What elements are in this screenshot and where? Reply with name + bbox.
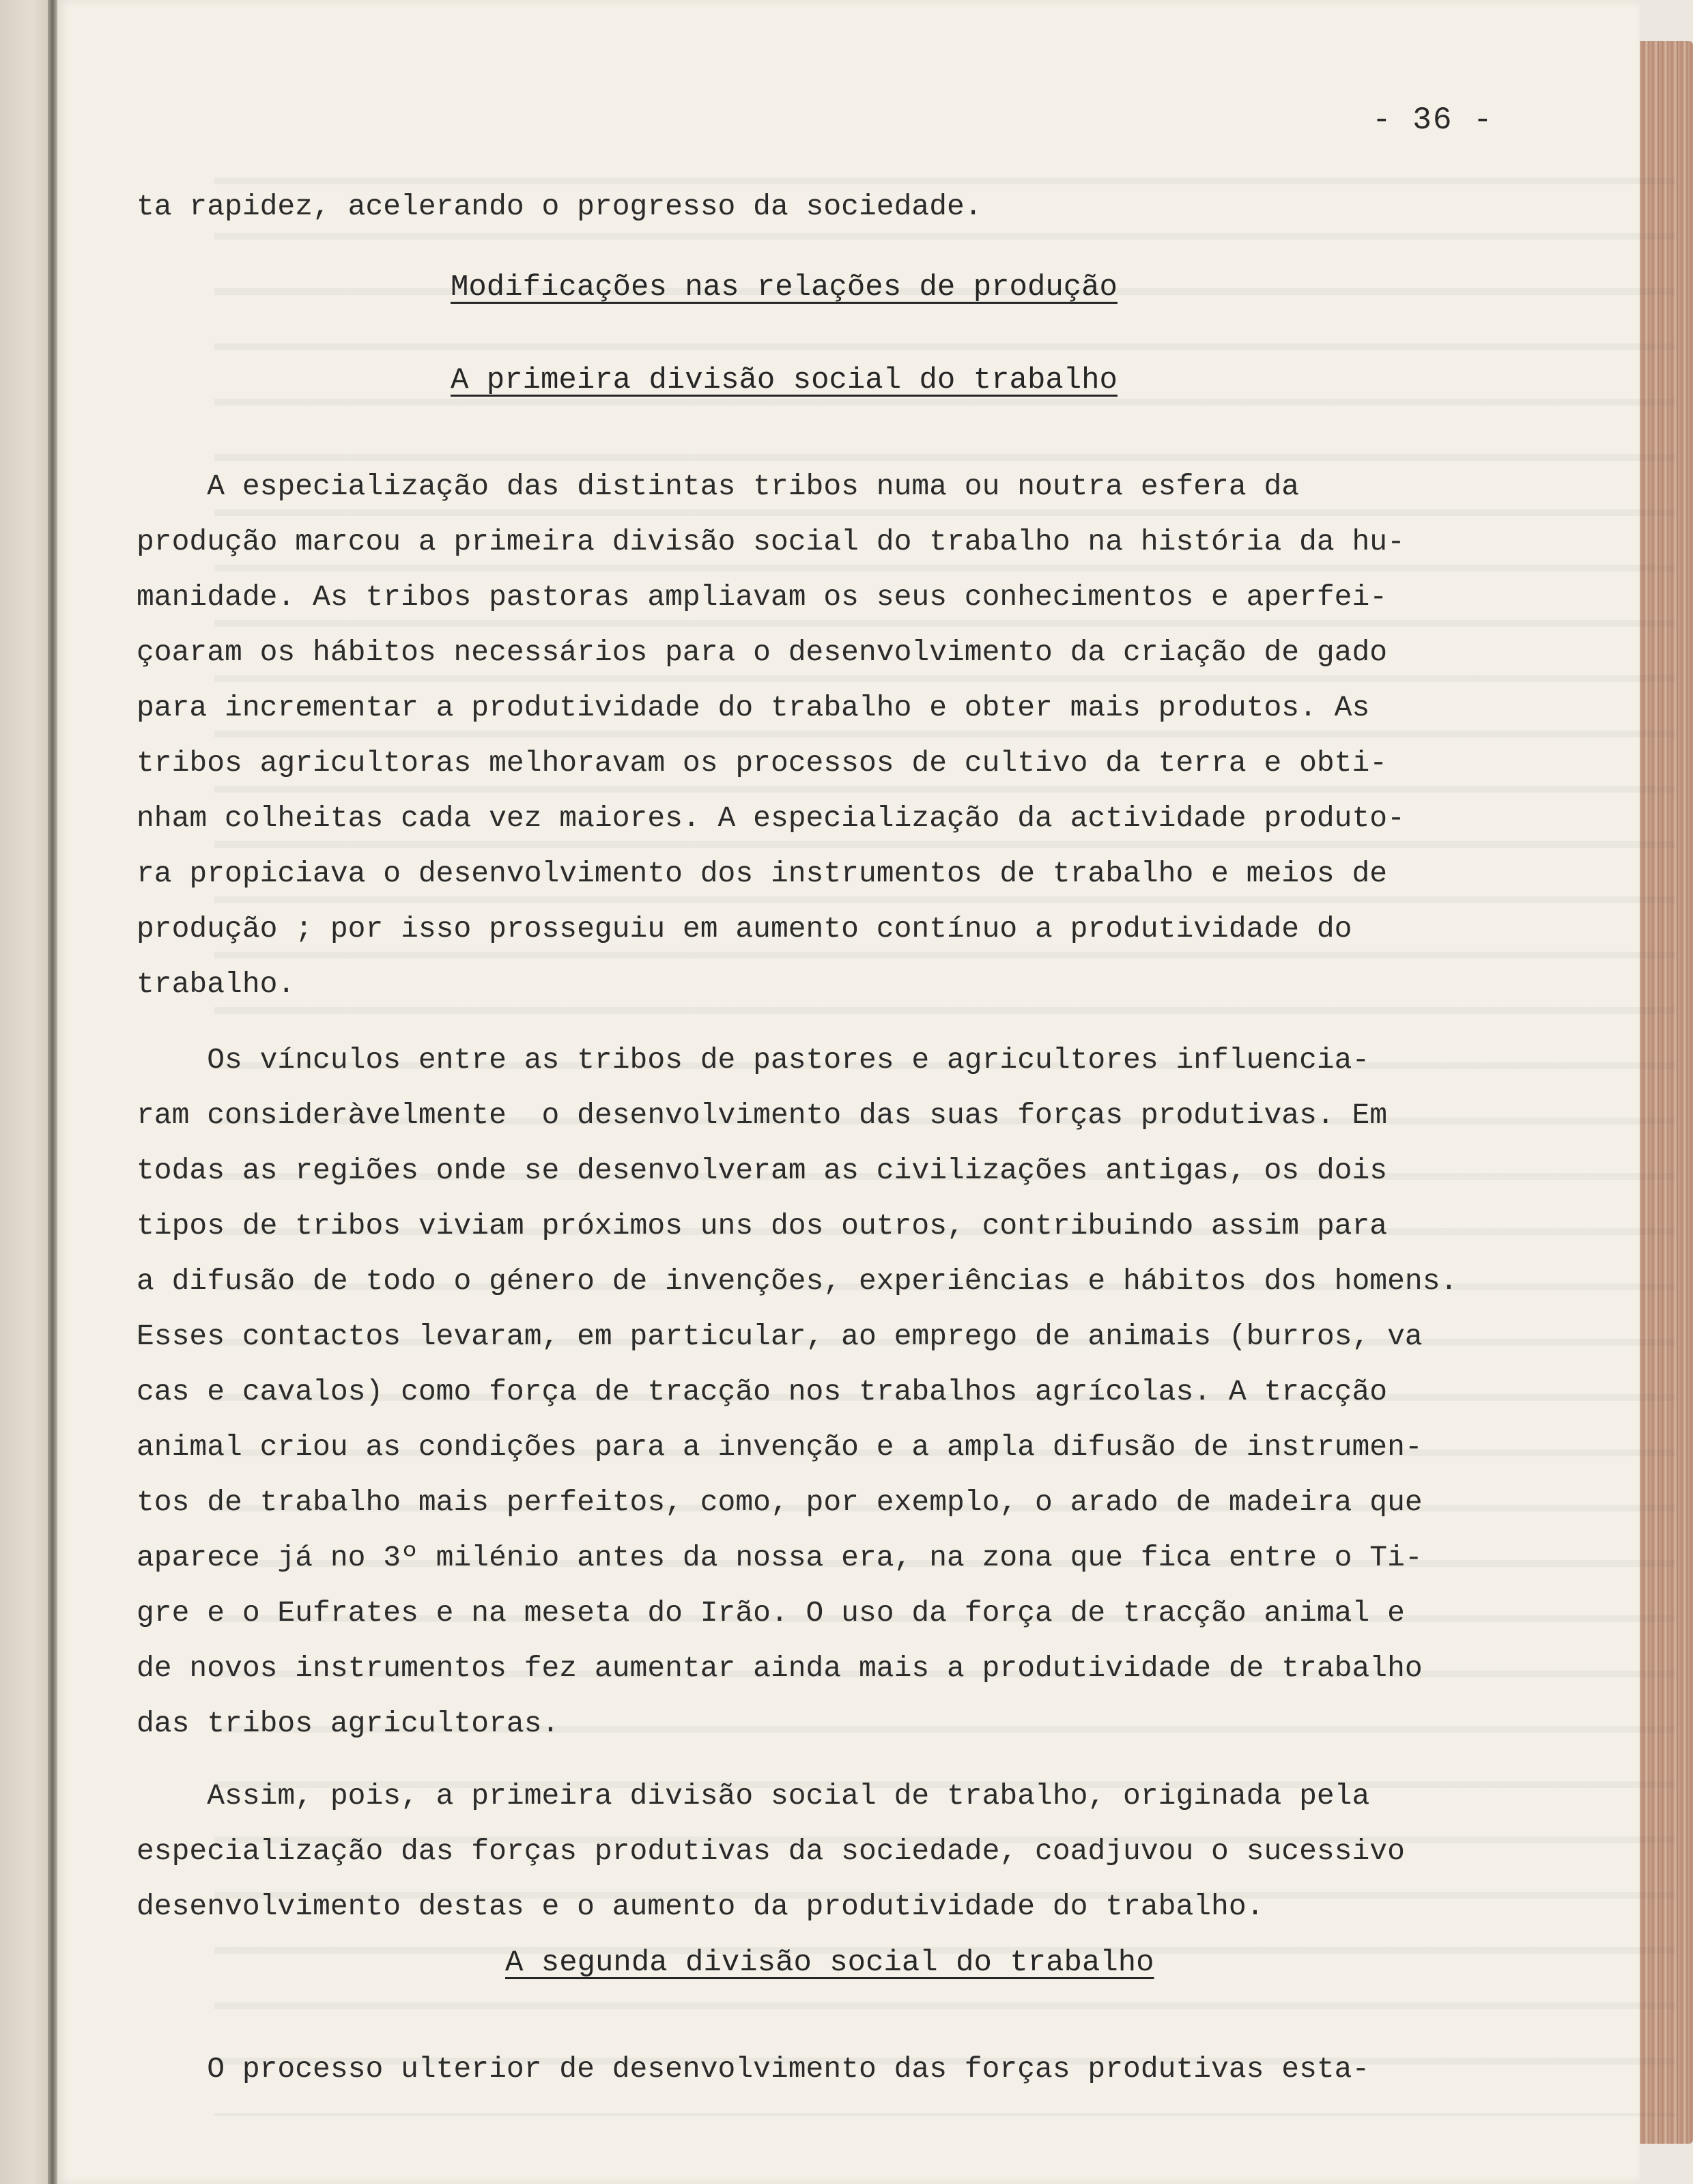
text-line: animal criou as condições para a invenção e a ampla difusão de instrumen- — [137, 1430, 1423, 1464]
book-gutter — [48, 0, 57, 2184]
facing-page-edge — [0, 0, 53, 2184]
text-line: aparece já no 3º milénio antes da nossa era, na zona que fica entre o Ti- — [137, 1541, 1423, 1574]
text-line: trabalho. — [137, 967, 296, 1001]
text-line: Assim, pois, a primeira divisão social de trabalho, originada pela — [137, 1779, 1370, 1813]
subheading-second-division: A segunda divisão social do trabalho — [505, 1946, 1154, 1980]
text-line: para incrementar a produtividade do trabalho e obter mais produtos. As — [137, 691, 1370, 724]
paragraph-3 — [137, 1768, 1611, 1934]
text-line: tribos agricultoras melhoravam os processos de cultivo da terra e obti- — [137, 746, 1388, 780]
text-line: Os vínculos entre as tribos de pastores e agricultores influencia- — [137, 1043, 1370, 1077]
text-line: ra propiciava o desenvolvimento dos instrumentos de trabalho e meios de — [137, 857, 1388, 890]
text-line: cas e cavalos) como força de tracção nos trabalhos agrícolas. A tracção — [137, 1375, 1388, 1408]
subheading-first-division: A primeira divisão social do trabalho — [451, 363, 1118, 397]
section-heading: Modificações nas relações de produção — [451, 270, 1118, 304]
text-line: çoaram os hábitos necessários para o desenvolvimento da criação de gado — [137, 636, 1388, 669]
paragraph-1 — [137, 459, 1611, 1012]
text-line: especialização das forças produtivas da sociedade, coadjuvou o sucessivo — [137, 1834, 1405, 1868]
text-line: produção ; por isso prosseguiu em aumento contínuo a produtividade do — [137, 912, 1352, 946]
text-line: tos de trabalho mais perfeitos, como, por exemplo, o arado de madeira que — [137, 1486, 1423, 1519]
text-line: tipos de tribos viviam próximos uns dos outros, contribuindo assim para — [137, 1209, 1388, 1243]
text-line: desenvolvimento destas e o aumento da produtividade do trabalho. — [137, 1890, 1264, 1923]
text-line: Esses contactos levaram, em particular, ao emprego de animais (burros, va — [137, 1320, 1423, 1353]
text-line: das tribos agricultoras. — [137, 1707, 560, 1740]
paragraph-2 — [137, 1032, 1611, 1751]
text-line: manidade. As tribos pastoras ampliavam os seus conhecimentos e aperfei- — [137, 580, 1388, 614]
page-number: - 36 - — [1372, 102, 1494, 138]
text-line: gre e o Eufrates e na meseta do Irão. O uso da força de tracção animal e — [137, 1596, 1405, 1630]
text-line: a difusão de todo o género de invenções, experiências e hábitos dos homens. — [137, 1264, 1458, 1298]
opening-line-block — [137, 179, 1611, 234]
text-line: de novos instrumentos fez aumentar ainda mais a produtividade de trabalho — [137, 1651, 1423, 1685]
text-line: A especialização das distintas tribos numa ou noutra esfera da — [137, 470, 1300, 503]
paragraph-4 — [137, 2041, 1611, 2097]
text-line: todas as regiões onde se desenvolveram as civilizações antigas, os dois — [137, 1154, 1388, 1187]
text-line: nham colheitas cada vez maiores. A especialização da actividade produto- — [137, 802, 1405, 835]
text-line: ram consideràvelmente o desenvolvimento das suas forças produtivas. Em — [137, 1098, 1388, 1132]
text-line: produção marcou a primeira divisão social do trabalho na história da hu- — [137, 525, 1405, 558]
text-line: O processo ulterior de desenvolvimento das forças produtivas esta- — [137, 2052, 1370, 2086]
text-line: ta rapidez, acelerando o progresso da sociedade. — [137, 190, 982, 223]
